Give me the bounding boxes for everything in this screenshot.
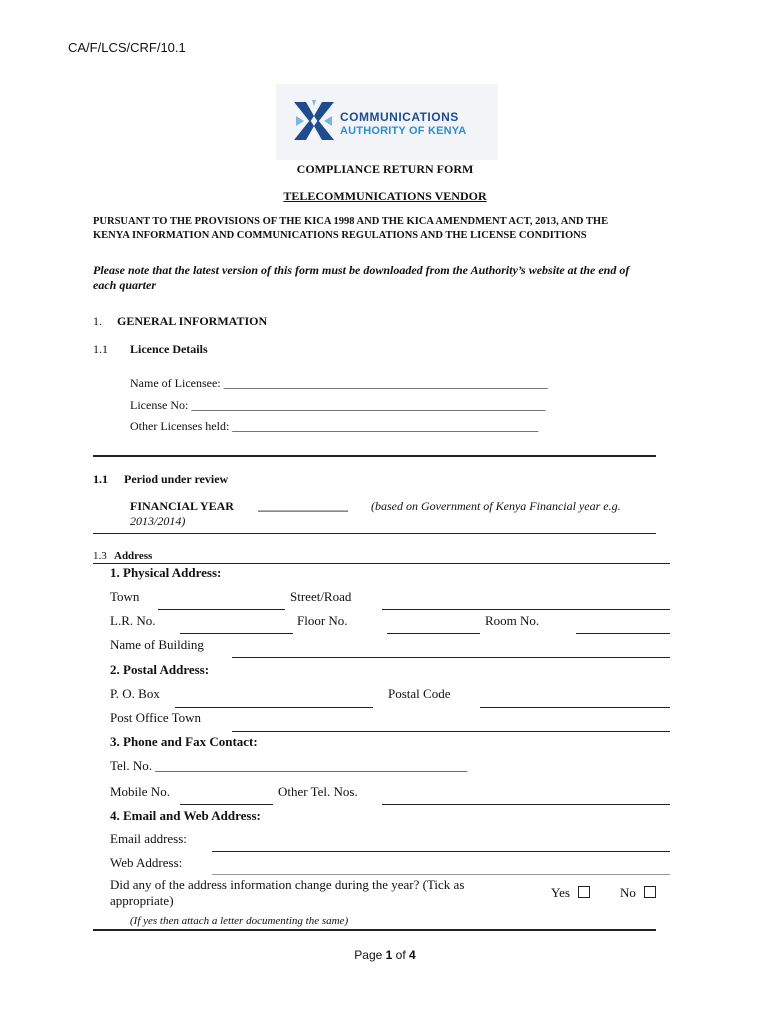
financial-year-note: (based on Government of Kenya Financial year e.g.: [371, 499, 621, 513]
room-label: Room No.: [485, 613, 540, 628]
postal-address-heading: 2. Postal Address:: [110, 662, 210, 677]
page-footer: [0, 948, 770, 962]
change-question-line-1: Did any of the address information change during the year? (Tick as: [110, 877, 465, 892]
physical-address-heading: 1. Physical Address:: [110, 565, 222, 580]
post-office-town-label: Post Office Town: [110, 710, 202, 725]
email-field[interactable]: [212, 851, 670, 852]
page-word: Page: [354, 948, 383, 962]
email-label: Email address:: [110, 831, 187, 846]
postal-code-label: Postal Code: [388, 686, 451, 701]
yes-label: Yes: [551, 885, 570, 900]
email-web-heading: 4. Email and Web Address:: [110, 808, 261, 823]
period-number: 1.1: [93, 472, 108, 486]
logo-mark-icon: [292, 98, 336, 144]
other-tel-field[interactable]: [382, 804, 670, 805]
floor-field[interactable]: [387, 633, 480, 634]
room-field[interactable]: [576, 633, 670, 634]
change-question-line-2: appropriate): [110, 893, 174, 908]
period-title: Period under review: [124, 472, 229, 486]
licence-title: Licence Details: [130, 342, 208, 356]
form-title: COMPLIANCE RETURN FORM: [296, 162, 474, 176]
postal-code-field[interactable]: [480, 707, 670, 708]
building-label: Name of Building: [110, 637, 204, 652]
section-1-number: 1.: [93, 314, 102, 328]
town-label: Town: [110, 589, 140, 604]
address-number: 1.3: [93, 550, 107, 562]
yes-option[interactable]: [551, 885, 590, 901]
street-label: Street/Road: [290, 589, 352, 604]
logo-line-2: AUTHORITY OF KENYA: [340, 125, 467, 137]
pursuant-line-2: KENYA INFORMATION AND COMMUNICATIONS REGULATIONS AND THE LICENSE CONDITIONS: [93, 230, 587, 241]
no-checkbox[interactable]: [644, 886, 656, 898]
po-box-field[interactable]: [175, 707, 373, 708]
licensee-name-field[interactable]: Name of Licensee: ______________________________________________________: [130, 376, 548, 390]
po-box-label: P. O. Box: [110, 686, 160, 701]
license-number-field[interactable]: License No: ___________________________________________________________: [130, 398, 546, 412]
phone-fax-heading: 3. Phone and Fax Contact:: [110, 734, 258, 749]
page-number: 1: [385, 948, 393, 962]
logo-line-1: COMMUNICATIONS: [340, 110, 459, 124]
building-field[interactable]: [232, 657, 670, 658]
mobile-label: Mobile No.: [110, 784, 170, 799]
no-label: No: [620, 885, 636, 900]
street-field[interactable]: [382, 609, 670, 610]
web-label: Web Address:: [110, 855, 183, 870]
page-total: 4: [409, 948, 416, 962]
divider: [93, 455, 656, 457]
of-word: of: [395, 948, 406, 962]
licence-number: 1.1: [93, 342, 108, 356]
town-field[interactable]: [158, 609, 285, 610]
financial-year-note-2: 2013/2014): [130, 514, 186, 528]
lr-number-label: L.R. No.: [110, 613, 156, 628]
floor-label: Floor No.: [297, 613, 348, 628]
lr-number-field[interactable]: [180, 633, 293, 634]
financial-year-label: FINANCIAL YEAR: [130, 499, 234, 513]
yes-checkbox[interactable]: [578, 886, 590, 898]
other-licenses-field[interactable]: Other Licenses held: ___________________________________________________: [130, 419, 539, 433]
note-line-1: Please note that the latest version of this form must be downloaded from the Authority’s website at the end of: [93, 263, 630, 277]
note-line-2: each quarter: [93, 278, 156, 292]
tel-number-field[interactable]: Tel. No. ________________________________________________: [110, 758, 468, 773]
change-note: (If yes then attach a letter documenting the same): [130, 915, 349, 927]
divider: [93, 929, 656, 931]
form-subtitle: TELECOMMUNICATIONS VENDOR: [283, 189, 487, 203]
pursuant-line-1: PURSUANT TO THE PROVISIONS OF THE KICA 1998 AND THE KICA AMENDMENT ACT, 2013, AND THE: [93, 216, 609, 227]
other-tel-label: Other Tel. Nos.: [278, 784, 358, 799]
document-code: CA/F/LCS/CRF/10.1: [68, 40, 186, 55]
address-title: Address: [114, 550, 153, 562]
authority-logo: [276, 84, 498, 160]
section-1-title: GENERAL INFORMATION: [117, 314, 268, 328]
post-office-town-field[interactable]: [232, 731, 670, 732]
address-underline: [93, 563, 670, 564]
no-option[interactable]: [620, 885, 656, 901]
mobile-field[interactable]: [180, 804, 273, 805]
divider: [93, 533, 656, 534]
web-field[interactable]: [212, 874, 670, 875]
financial-year-field[interactable]: _______________: [258, 499, 348, 513]
